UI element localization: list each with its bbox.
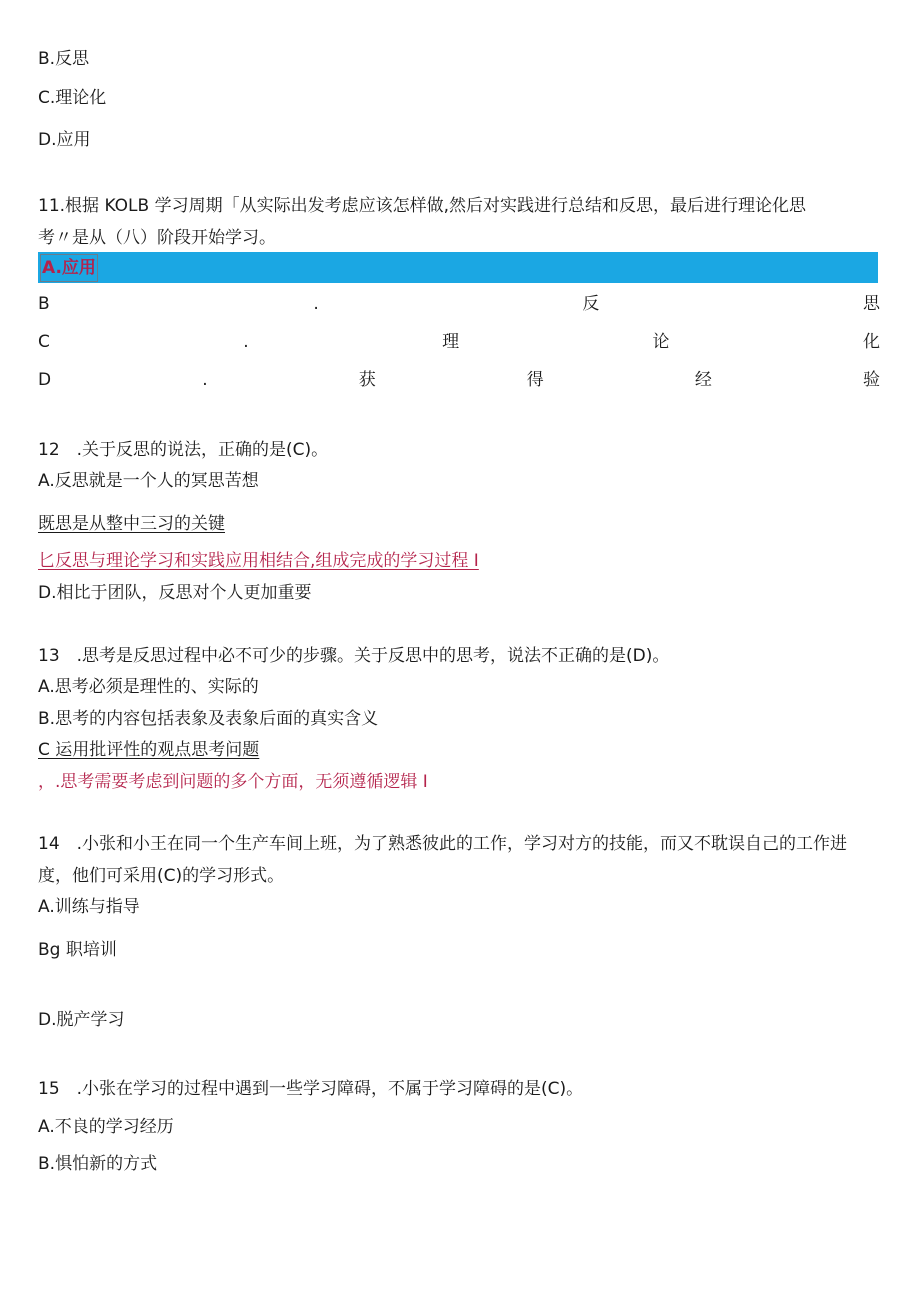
q11-option-c (38, 330, 880, 354)
q14-option-b: Bg 职培训 (38, 940, 117, 960)
q12-option-a: A.反思就是一个人的冥思苦想 (38, 471, 259, 491)
q11-option-d-part: . (202, 370, 208, 390)
q10-option-b: B.反思 (38, 49, 90, 69)
q15-stem: 15 .小张在学习的过程中遇到一些学习障碍，不属于学习障碍的是(C)。 (38, 1079, 584, 1099)
q12-stem: 12 .关于反思的说法，正确的是(C)。 (38, 440, 329, 460)
q14-stem: 14 .小张和小王在同一个生产车间上班，为了熟悉彼此的工作，学习对方的技能，而又不耽误自己的工作进度，他们可采用(C)的学习形式。 (38, 834, 848, 886)
q11-option-c-part: 化 (862, 332, 880, 352)
q13-option-d-answer: ，.思考需要考虑到问题的多个方面，无须遵循逻辑 I (38, 772, 428, 792)
q11-option-d-part: D (38, 370, 52, 390)
q10-option-d: D.应用 (38, 130, 91, 150)
q11-option-b-part: . (313, 294, 319, 314)
q15-option-a: A.不良的学习经历 (38, 1117, 174, 1137)
q11-option-d-part: 验 (862, 370, 880, 390)
q11-option-b-part: 思 (863, 294, 880, 314)
q11-option-d (38, 368, 880, 392)
q11-option-c-part: . (243, 332, 249, 352)
q13-stem: 13 .思考是反思过程中必不可少的步骤。关于反思中的思考，说法不正确的是(D)。 (38, 646, 670, 666)
q10-option-c: C.理论化 (38, 88, 107, 108)
q11-option-d-part: 得 (526, 370, 544, 390)
q11-option-c-part: 论 (652, 332, 670, 352)
q11-stem-line-1: 11.根据 KOLB 学习周期「从实际出发考虑应该怎样做,然后对实践进行总结和反思，最后进行理论化思 (38, 196, 806, 216)
q15-option-b: B.惧怕新的方式 (38, 1154, 158, 1174)
q11-option-b (38, 292, 880, 316)
q11-option-d-part: 获 (358, 370, 376, 390)
q11-option-a: A.应用 (40, 254, 98, 282)
q13-option-b: B.思考的内容包括表象及表象后面的真实含义 (38, 709, 379, 729)
q13-option-c: C 运用批评性的观点思考问题 (38, 740, 260, 760)
q11-answer-highlight (38, 252, 878, 283)
q14-option-d: D.脱产学习 (38, 1010, 125, 1030)
q12-option-b: 既思是从整中三习的关键 (38, 514, 225, 534)
q13-option-a: A.思考必须是理性的、实际的 (38, 677, 259, 697)
q11-option-c-part: C (38, 332, 50, 352)
q11-option-b-part: B (38, 294, 50, 314)
q11-option-d-part: 经 (694, 370, 712, 390)
q11-option-c-part: 理 (442, 332, 460, 352)
q12-option-d: D.相比于团队，反思对个人更加重要 (38, 583, 312, 603)
q12-option-c-answer: 匕反思与理论学习和实践应用相结合,组成完成的学习过程 I (38, 551, 479, 571)
q11-option-b-part: 反 (582, 294, 600, 314)
q14-option-a: A.训练与指导 (38, 897, 140, 917)
q11-stem-line-2: 考〃是从（八）阶段开始学习。 (38, 228, 276, 248)
